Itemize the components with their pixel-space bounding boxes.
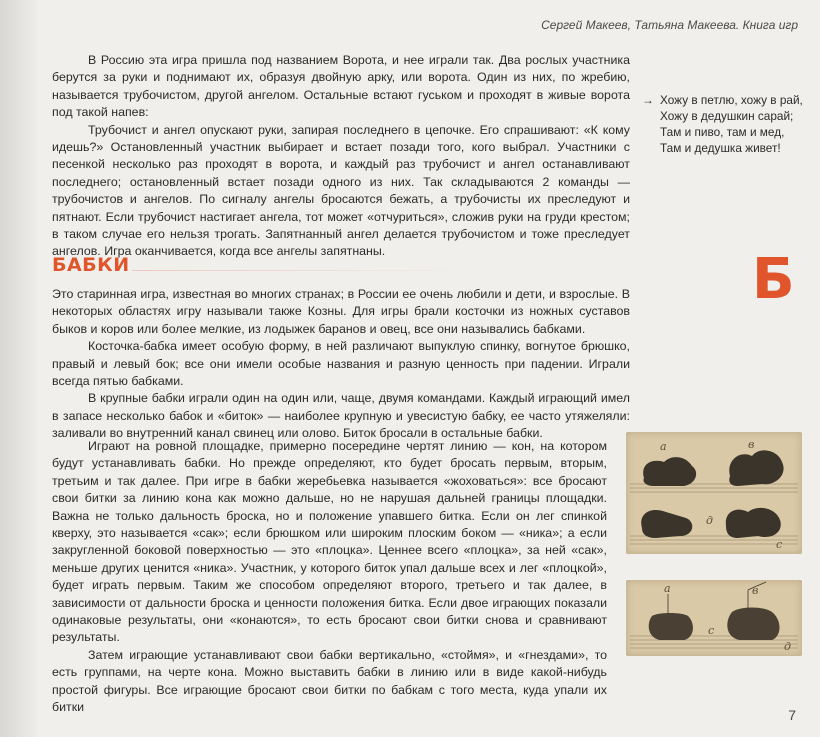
figure-label: с bbox=[708, 624, 715, 637]
running-header: Сергей Макеев, Татьяна Макеева. Книга игр bbox=[541, 18, 798, 32]
section-title: БАБКИ bbox=[52, 254, 130, 276]
page-number: 7 bbox=[788, 707, 796, 723]
babki-intro bbox=[52, 286, 630, 443]
title-rule bbox=[132, 270, 477, 271]
vorota-paragraph-2: Трубочист и ангел опускают руки, запирая последнего в цепочке. Его спрашивают: «К кому идешь?» Остановленный участник выбирает и встает позади того, кого выбрал. Участники с песенкой несколько раз проходят в ворота, и каждый раз трубочист и ангел останавливают последнего; остановленный встает позади одного из них. Так складываются 2 команды — трубочистов и ангелов. По сигналу ангелы бросаются бежать, а трубочисты их преследуют и пятнают. Если трубочист настигает ангела, тот может «отчуриться», сложив руки на груди крестом; в таком случае его нельзя трогать. Запятнанный ангел делается трубочистом и тоже преследует ангелов. Игра оканчивается, когда все ангелы запятнаны. bbox=[52, 122, 630, 259]
page-gutter-shadow bbox=[0, 0, 38, 737]
babki-paragraph-4: Играют на ровной площадке, примерно посередине чертят линию — кон, на котором будут устанавливать бабки. Но прежде определяют, кто будет бросать первым, вторым, третьим и так далее. При игре в бабки жеребьевка называется «жоховаться»: все бросают свои битки за линию кона как можно дальше, но не нарушая дальней границы площадки. Важна не только дальность броска, но и положение упавшего битка. Если он лег спинкой кверху, это называется «сак»; если брюшком или широким плоским боком — «ника»; а если закругленной боковой поверхностью — это «плоцка». Ценнее всего «плоцка», за ней «сак», меньше других ценится «ника». Участник, у которого биток упал дальше всех и лег «плоцкой», будет играть первым. Таким же способом определяют второго, третьего и так далее, в зависимости от дальности броска и ценности положения битка. Если двое играющих показали одинаковые результаты, они «конаются», то есть бросают свои битки снова и сравнивают результаты. bbox=[52, 439, 607, 645]
babki-paragraph-5: Затем играющие устанавливают свои бабки вертикально, «стоймя», и «гнездами», то есть группами, на черте кона. Можно выставить бабки в линию или в виде какой-нибудь простой фигуры. Все играющие бросают свои битки по бабкам с того места, куда упали их битки bbox=[52, 647, 607, 715]
rhyme-line: Там и дедушка живет! bbox=[660, 141, 781, 155]
alphabet-letter-marker: Б bbox=[752, 247, 795, 312]
arrow-right-icon: → bbox=[642, 93, 654, 107]
figure-label: а bbox=[664, 582, 671, 595]
figure-label: д bbox=[706, 514, 713, 527]
vorota-paragraph-1: В Россию эта игра пришла под названием Ворота, и нее играли так. Два рослых участника берутся за руки и поднимают их, образуя двойную арку, или ворота. Один из них, по жребию, называется трубочистом, другой ангелом. Остальные встают гуськом и проходят в живые ворота под такой напев: bbox=[52, 53, 630, 120]
figure-label: в bbox=[748, 438, 755, 451]
babki-paragraph-2: Косточка-бабка имеет особую форму, в ней различают выпуклую спинку, вогнутое брюшко, правый и левый бок; все они имели особые названия и разную ценность при падении. Играли всегда пятью бабками. bbox=[52, 339, 630, 389]
vorota-text bbox=[52, 52, 630, 261]
figure-label: а bbox=[660, 440, 667, 453]
standing-knucklebones-drawing bbox=[626, 580, 802, 656]
babki-paragraph-3: В крупные бабки играли один на один или, чаще, двумя командами. Каждый играющий имел в запасе несколько бабок и «биток» — наиболее крупную и увесистую бабку, ее часто утяжеляли: заливали во внутренний канал свинец или олово. Биток бросали в остальные бабки. bbox=[52, 391, 630, 441]
knucklebones-drawing bbox=[626, 432, 802, 554]
figure-label: с bbox=[776, 538, 783, 551]
babki-paragraph-1: Это старинная игра, известная во многих странах; в России ее очень любили и дети, и взрослые. В некоторых областях игру называли также Козны. Для игры брали косточки из ножных суставов быков и коров или более мелкие, из лодыжек баранов и овец, все они назывались бабками. bbox=[52, 287, 630, 336]
figure-label: в bbox=[752, 584, 759, 597]
rhyme-line: Хожу в петлю, хожу в рай, bbox=[660, 93, 803, 107]
rhyme-sidenote bbox=[642, 92, 812, 156]
rhyme-line: Хожу в дедушкин сарай; bbox=[660, 109, 794, 123]
figure-label: д bbox=[784, 640, 791, 653]
knucklebones-standing-illustration bbox=[626, 580, 802, 656]
rhyme-line: Там и пиво, там и мед, bbox=[660, 125, 785, 139]
babki-rules bbox=[52, 438, 607, 717]
knucklebones-positions-illustration bbox=[626, 432, 802, 554]
